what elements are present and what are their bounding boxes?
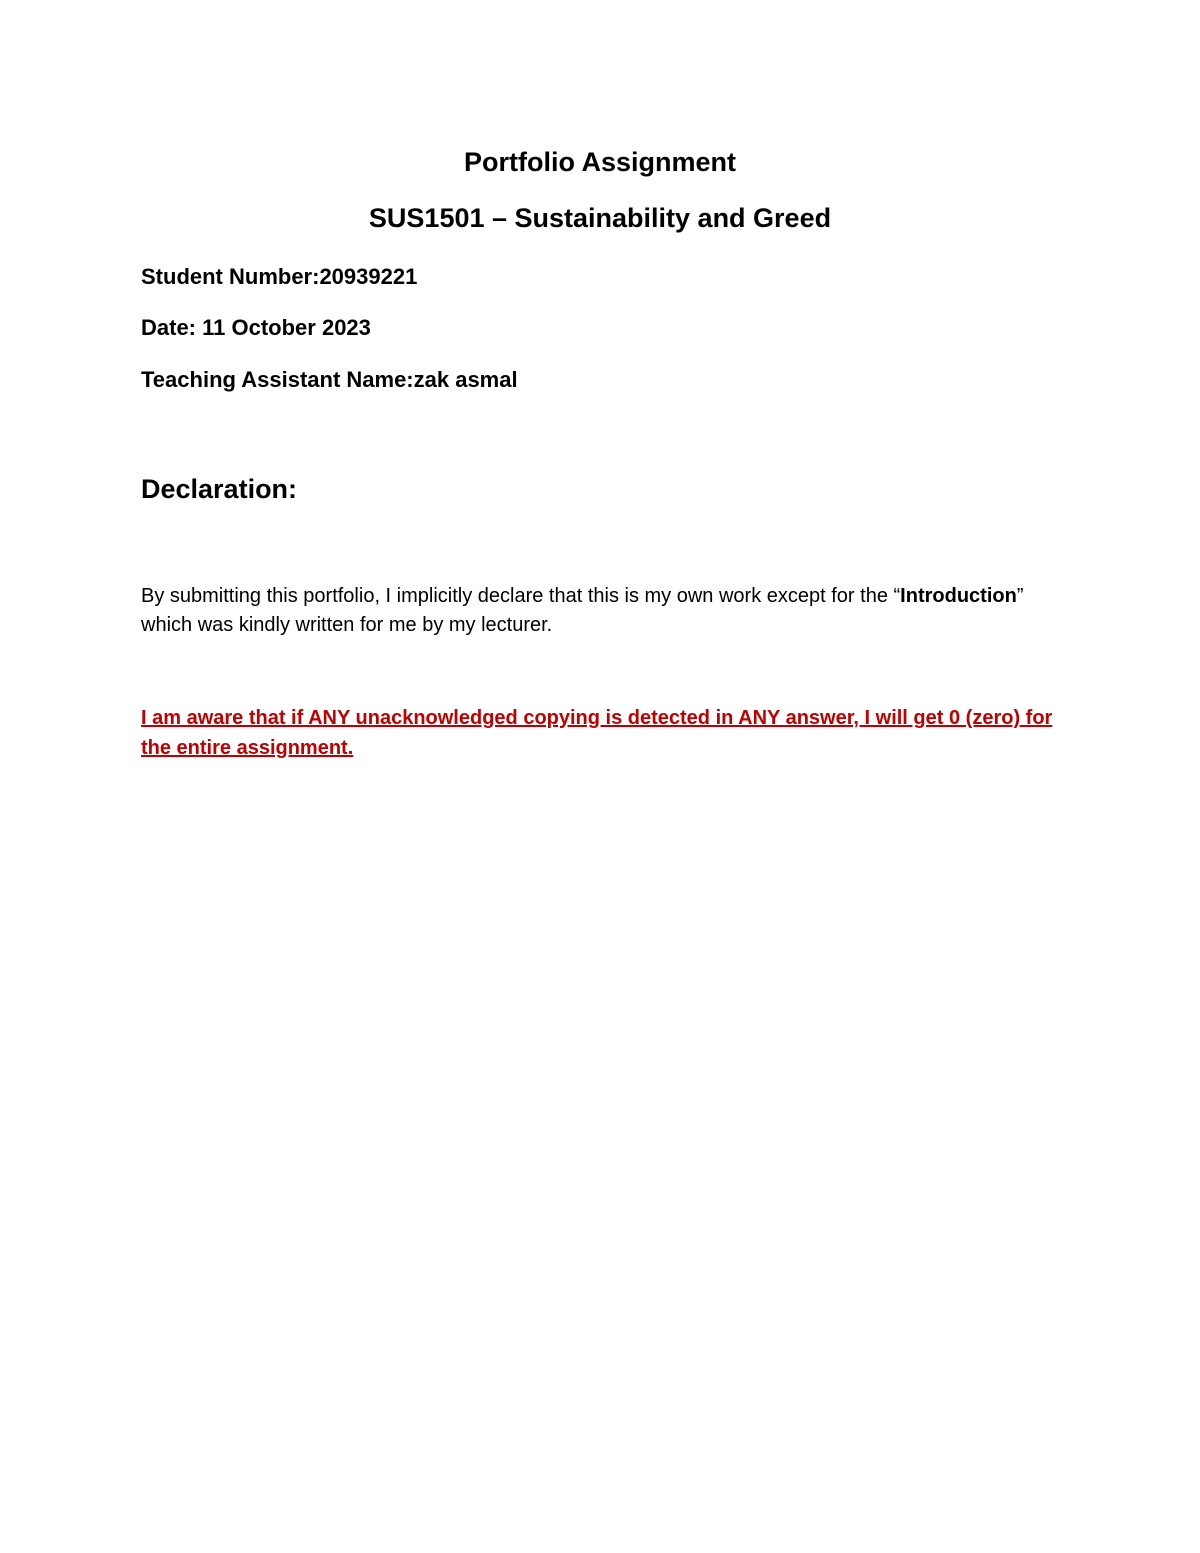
declaration-paragraph	[141, 582, 1071, 640]
student-number: Student Number:20939221	[141, 264, 418, 289]
teaching-assistant-name: Teaching Assistant Name:zak asmal	[141, 367, 518, 392]
introduction-emphasis: Introduction	[900, 585, 1017, 607]
declaration-text-end: ” which was kindly written for me by my lecturer.	[141, 585, 1024, 636]
submission-date: Date: 11 October 2023	[141, 315, 371, 340]
declaration-heading: Declaration:	[141, 474, 298, 504]
copying-warning: I am aware that if ANY unacknowledged copying is detected in ANY answer, I will get 0 (zero) for the entire assignment.	[141, 707, 1053, 759]
course-title: SUS1501 – Sustainability and Greed	[368, 203, 832, 233]
declaration-text-start: By submitting this portfolio, I implicitly declare that this is my own work except for the “	[141, 585, 901, 607]
document-title: Portfolio Assignment	[463, 147, 736, 177]
